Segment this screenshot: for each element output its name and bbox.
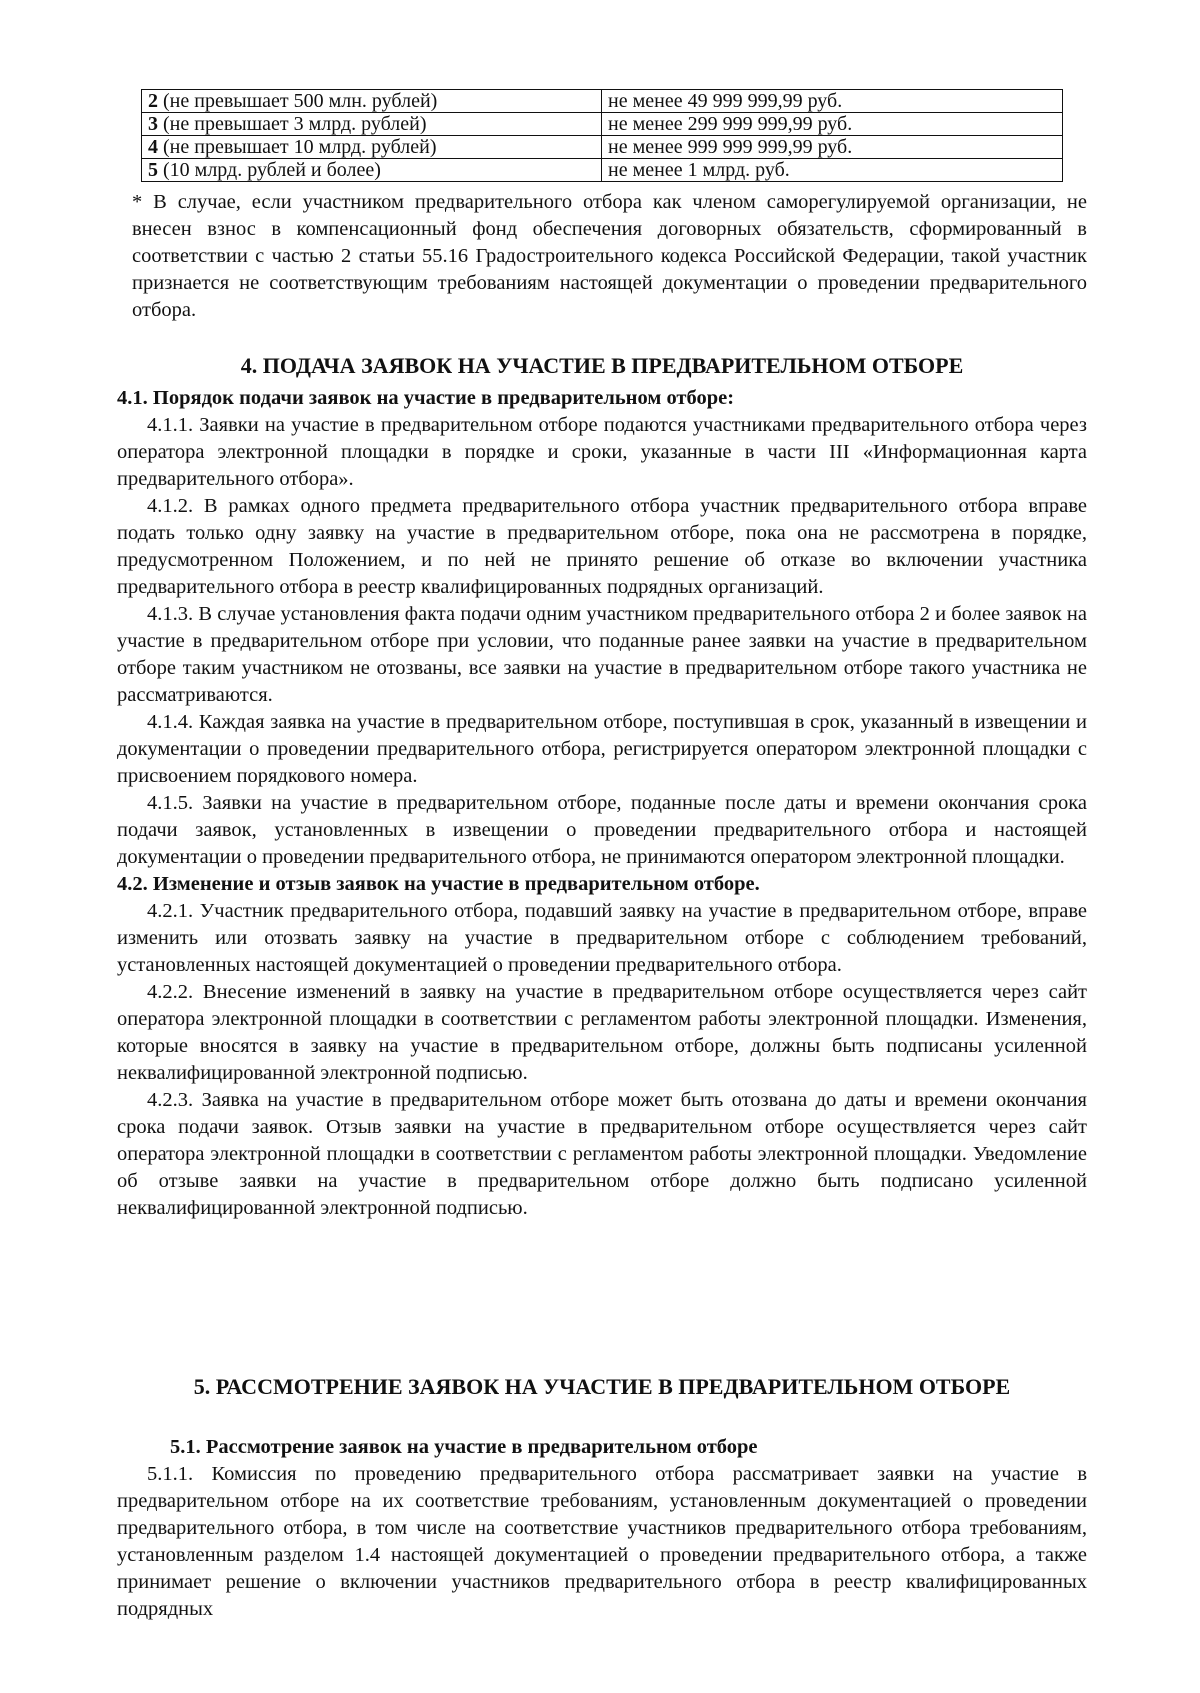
level-cell <box>142 159 602 182</box>
paragraph-4-2-3: 4.2.3. Заявка на участие в предварительном отборе может быть отозвана до даты и времени окончания срока подачи заявок. Отзыв заявки на участие в предварительном отборе осуществляется через сайт оператора электронной площадки в соответствии с регламентом работы электронной площадки. Уведомление об отзыве заявки на участие в предварительном отборе должно быть подписано усиленной неквалифицированной электронной подписью. <box>117 1089 1087 1219</box>
paragraph-4-1-3: 4.1.3. В случае установления факта подачи одним участником предварительного отбора 2 и более заявок на участие в предварительном отборе при условии, что поданные ранее заявки на участие в предварительном отборе таким участником не отозваны, все заявки на участие в предварительном отборе такого участника не рассматриваются. <box>117 603 1087 706</box>
level-limit: (10 млрд. рублей и более) <box>158 159 381 181</box>
amount-cell: не менее 1 млрд. руб. <box>602 159 1063 182</box>
amount-cell: не менее 999 999 999,99 руб. <box>602 136 1063 159</box>
paragraph-5-1-1: 5.1.1. Комиссия по проведению предварительного отбора рассматривает заявки на участие в предварительном отборе на их соответствие требованиям, установленным документацией о проведении предварительного отбора, в том числе на соответствие участников предварительного отбора требованиям, установленным разделом 1.4 настоящей документацией о проведении предварительного отбора, а также принимает решение о включении участников предварительного отбора в реестр квалифицированных подрядных <box>117 1463 1087 1620</box>
table-row <box>142 90 1063 113</box>
paragraph-4-2-1: 4.2.1. Участник предварительного отбора, подавший заявку на участие в предварительном отборе, вправе изменить или отозвать заявку на участие в предварительном отборе с соблюдением требований, установленных настоящей документацией о проведении предварительного отбора. <box>117 900 1087 976</box>
fee-table <box>141 89 1063 182</box>
subsection-5-1-title: 5.1. Рассмотрение заявок на участие в предварительном отборе <box>170 1436 758 1458</box>
subsection-4-1-title: 4.1. Порядок подачи заявок на участие в предварительном отборе: <box>117 387 735 409</box>
note-block <box>117 189 1087 324</box>
amount-cell: не менее 299 999 999,99 руб. <box>602 113 1063 136</box>
table-row <box>142 113 1063 136</box>
paragraph-4-1-5: 4.1.5. Заявки на участие в предварительном отборе, поданные после даты и времени окончания срока подачи заявок, установленных в извещении о проведении предварительного отбора и настоящей документации о проведении предварительного отбора, не принимаются оператором электронной площадки. <box>117 792 1087 868</box>
level-number: 4 <box>148 136 158 158</box>
level-limit: (не превышает 500 млн. рублей) <box>158 90 438 112</box>
level-cell <box>142 113 602 136</box>
paragraph-4-2-2: 4.2.2. Внесение изменений в заявку на участие в предварительном отборе осуществляется через сайт оператора электронной площадки в соответствии с регламентом работы электронной площадки. Изменения, которые вносятся в заявку на участие в предварительном отборе, должны быть подписаны усиленной неквалифицированной электронной подписью. <box>117 981 1087 1084</box>
paragraph-4-1-2: 4.1.2. В рамках одного предмета предварительного отбора участник предварительного отбора вправе подать только одну заявку на участие в предварительном отборе, пока она не рассмотрена в порядке, предусмотренном Положением, и по ней не принято решение об отказе во включении участника предварительного отбора в реестр квалифицированных подрядных организаций. <box>117 495 1087 598</box>
section-5-title: 5. РАССМОТРЕНИЕ ЗАЯВОК НА УЧАСТИЕ В ПРЕДВАРИТЕЛЬНОМ ОТБОРЕ <box>193 1374 1011 1399</box>
level-number: 2 <box>148 90 158 112</box>
level-limit: (не превышает 10 млрд. рублей) <box>158 136 437 158</box>
section-5-1-body <box>117 1461 1087 1623</box>
level-number: 3 <box>148 113 158 135</box>
section-4-title: 4. ПОДАЧА ЗАЯВОК НА УЧАСТИЕ В ПРЕДВАРИТЕЛЬНОМ ОТБОРЕ <box>240 353 964 378</box>
level-limit: (не превышает 3 млрд. рублей) <box>158 113 427 135</box>
paragraph-4-1-4: 4.1.4. Каждая заявка на участие в предварительном отборе, поступившая в срок, указанный в извещении и документации о проведении предварительного отбора, регистрируется оператором электронной площадки с присвоением порядкового номера. <box>117 711 1087 787</box>
level-number: 5 <box>148 159 158 181</box>
subsection-4-2-title: 4.2. Изменение и отзыв заявок на участие в предварительном отборе. <box>117 873 760 895</box>
table-row <box>142 159 1063 182</box>
table-row <box>142 136 1063 159</box>
amount-cell: не менее 49 999 999,99 руб. <box>602 90 1063 113</box>
footnote-paragraph: * В случае, если участником предварительного отбора как членом саморегулируемой организации, не внесен взнос в компенсационный фонд обеспечения договорных обязательств, сформированный в соответствии с частью 2 статьи 55.16 Градостроительного кодекса Российской Федерации, такой участник признается не соответствующим требованиям настоящей документации о проведении предварительного отбора. <box>132 191 1087 321</box>
level-cell <box>142 90 602 113</box>
section-4-1-body <box>117 412 1087 1222</box>
level-cell <box>142 136 602 159</box>
paragraph-4-1-1: 4.1.1. Заявки на участие в предварительном отборе подаются участниками предварительного отбора через оператора электронной площадки в порядке и сроки, указанные в части III «Информационная карта предварительного отбора». <box>117 414 1087 490</box>
